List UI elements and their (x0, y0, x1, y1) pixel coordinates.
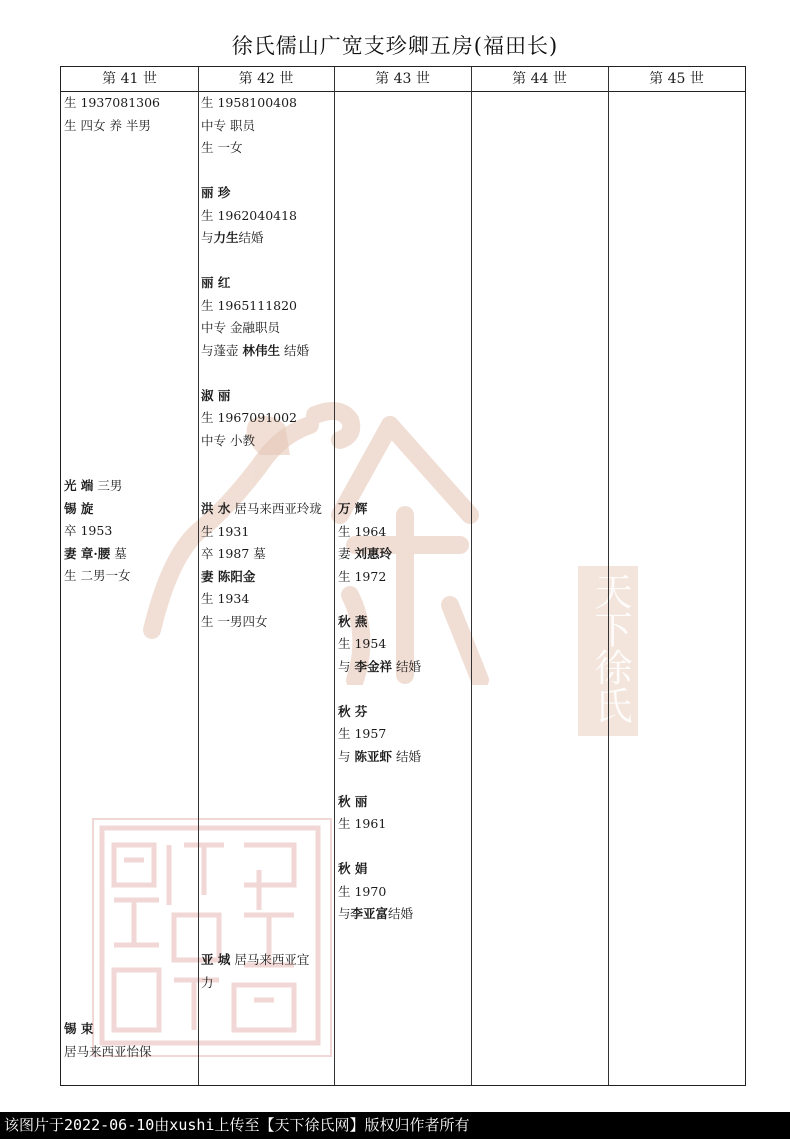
col42-text: 生 1967091002 (201, 410, 298, 425)
col42-note: 与 (201, 230, 214, 245)
col41-text: 卒 1953 (64, 523, 113, 538)
col42-text: 中专 金融职员 (201, 320, 280, 335)
col43-note: 与 (338, 906, 351, 921)
col43-text: 生 1954 (338, 636, 387, 651)
spouse-name: 刘惠玲 (354, 546, 392, 561)
col41-text: 居马来西亚怡保 (64, 1043, 152, 1059)
genealogy-table (60, 66, 746, 1086)
column-header-43: 第 43 世 (375, 71, 430, 87)
person-name: 秋 丽 (338, 793, 368, 809)
column-header-41: 第 41 世 (102, 71, 157, 87)
col43-note: 妻 (338, 546, 355, 561)
col42-text: 生 1958100408 (201, 95, 298, 110)
col42-text: 生 1931 (201, 523, 250, 539)
col42-text (201, 949, 309, 972)
col43-text: 生 1961 (338, 816, 387, 831)
col42-note: 结婚 (280, 342, 309, 358)
col42-text: 生 1962040418 (201, 207, 298, 223)
col43-text: 生 1964 (338, 523, 387, 539)
col43-text: 生 1957 (338, 726, 387, 741)
col42-text (201, 227, 309, 250)
col42-text (201, 498, 322, 521)
column-divider (334, 67, 335, 1085)
person-name: 丽 红 (201, 275, 231, 290)
col41-note: 三男 (93, 478, 123, 493)
col43-note: 结婚 (392, 748, 421, 764)
spouse-name: 妻 陈阳金 (201, 568, 256, 584)
col41-text: 生 二男一女 (64, 568, 131, 583)
col43-text (338, 656, 421, 679)
col41-entry-1 (64, 92, 160, 137)
col41-text: 生 1937081306 (64, 95, 161, 110)
col42-note: 结婚 (238, 230, 264, 245)
person-name: 淑 丽 (201, 387, 231, 403)
column-header-42: 第 42 世 (238, 71, 294, 87)
col43-text: 生 1972 (338, 568, 387, 584)
col42-text: 卒 1987 墓 (201, 546, 266, 561)
col43-entry-1 (338, 498, 421, 926)
col43-note: 与 (338, 658, 355, 674)
col42-text: 中专 小教 (201, 432, 255, 448)
col42-text: 生 1965111820 (201, 297, 298, 313)
person-name: 秋 芬 (338, 703, 368, 719)
watermark-box-text: 天下徐氏 (588, 572, 632, 724)
person-name: 锡 旋 (64, 500, 94, 516)
column-divider (608, 67, 609, 1085)
col43-text: 生 1970 (338, 883, 387, 899)
col43-note: 结婚 (388, 906, 414, 921)
person-name: 亚 城 (201, 952, 231, 967)
col42-note: 与蓬壶 (201, 342, 243, 358)
col42-text: 生 一女 (201, 140, 243, 155)
person-name: 秋 娟 (338, 861, 368, 876)
col42-text (201, 340, 309, 363)
column-divider (471, 67, 472, 1085)
column-divider (198, 67, 199, 1085)
page-title: 徐氏儒山广宽支珍卿五房(福田长) (231, 34, 559, 58)
col42-entry-2 (201, 498, 322, 633)
spouse-name: 力生 (213, 230, 239, 245)
person-name: 万 辉 (338, 501, 368, 516)
col41-text: 生 四女 养 半男 (64, 117, 151, 133)
spouse-name: 李金祥 (354, 658, 392, 674)
col41-entry-2 (64, 475, 130, 588)
person-name: 锡 束 (64, 1021, 94, 1036)
col42-text: 力 (201, 974, 214, 990)
person-name: 丽 珍 (201, 185, 231, 200)
person-name: 光 端 (64, 478, 94, 493)
copyright-footer: 该图片于2022-06-10由xushi上传至【天下徐氏网】版权归作者所有 (0, 1112, 790, 1139)
header-divider (61, 91, 745, 92)
col41-text (64, 475, 130, 498)
column-header-45: 第 45 世 (649, 71, 704, 87)
spouse-name: 林伟生 (242, 342, 280, 358)
col42-note: 居马来西亚宜 (230, 952, 310, 967)
col42-text: 生 一男四女 (201, 613, 268, 629)
col43-text (338, 543, 421, 566)
col42-entry-3 (201, 949, 309, 994)
col42-note: 居马来西亚玲珑 (230, 501, 322, 516)
spouse-name: 陈亚虾 (354, 748, 392, 764)
col41-text (64, 543, 130, 566)
col42-text: 中专 职员 (201, 117, 255, 133)
col42-text: 生 1934 (201, 591, 250, 606)
person-name: 秋 燕 (338, 613, 368, 629)
spouse-name: 李亚富 (350, 906, 389, 921)
spouse-name: 妻 章·腰 (64, 545, 111, 561)
person-name: 洪 水 (201, 501, 231, 516)
column-header-44: 第 44 世 (512, 71, 567, 87)
col42-entry-1 (201, 92, 309, 452)
col41-note: 墓 (110, 545, 127, 561)
col43-note: 结婚 (392, 658, 421, 674)
col41-entry-3 (64, 1018, 152, 1063)
col43-text (338, 903, 421, 926)
col43-note: 与 (338, 748, 355, 764)
col43-text (338, 746, 421, 769)
